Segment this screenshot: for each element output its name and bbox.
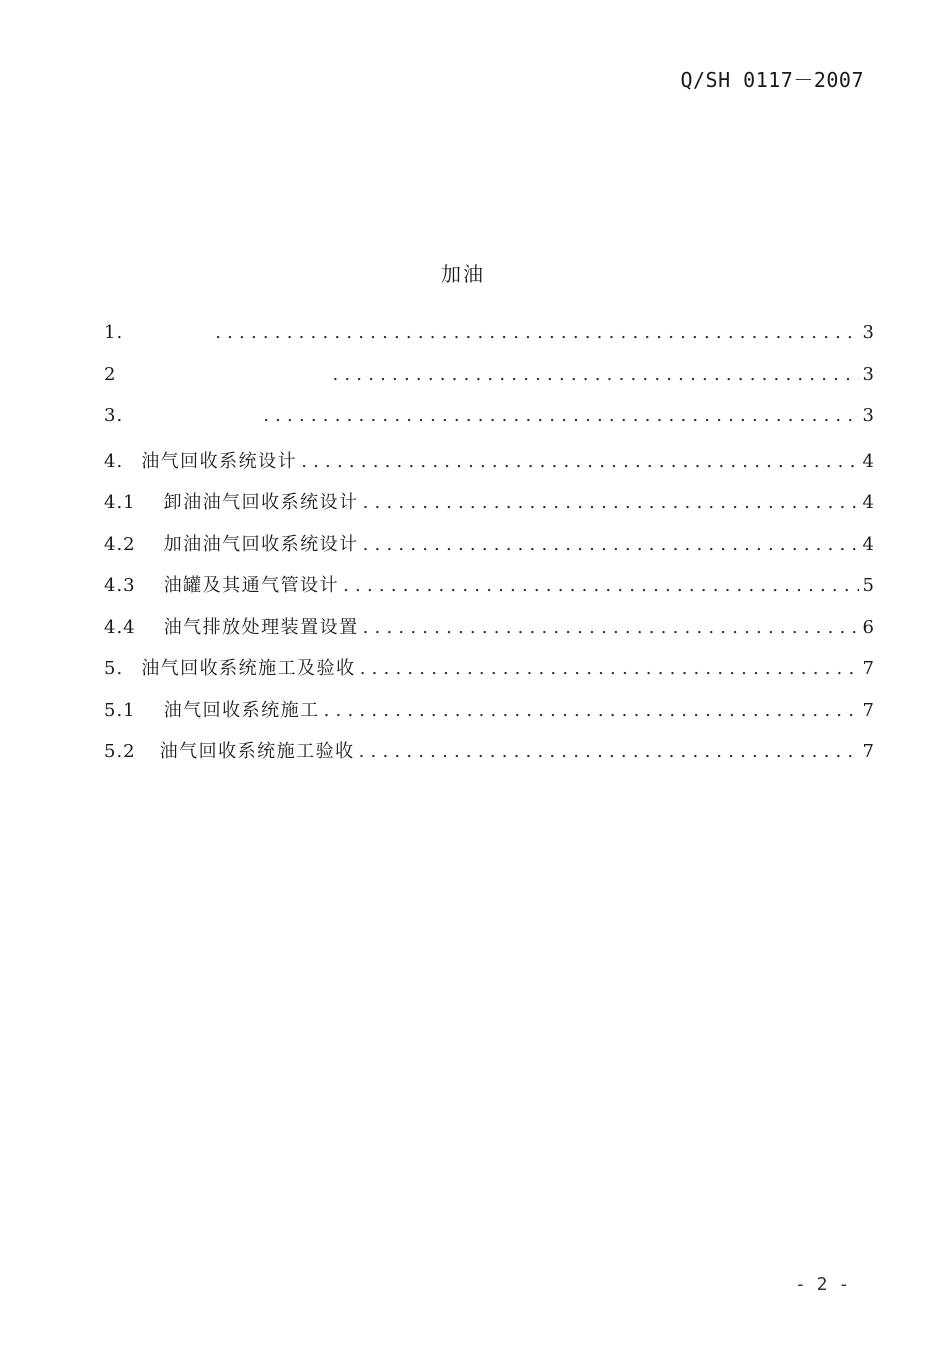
- toc-entry-label: 卸油油气回收系统设计: [163, 492, 359, 513]
- toc-dot-leader: [363, 534, 859, 555]
- toc-entry-4-4[interactable]: [104, 613, 874, 655]
- toc-entry-4-1[interactable]: [104, 488, 874, 530]
- toc-entry-page: 4: [862, 492, 874, 513]
- toc-dot-leader: [363, 492, 859, 513]
- toc-entry-page: 3: [862, 363, 874, 385]
- toc-entry-number: 4.4: [104, 616, 136, 638]
- toc-entry-number: 4.2: [104, 533, 136, 555]
- toc-entry-label: 油气回收系统施工及验收: [141, 658, 356, 679]
- toc-entry-page: 5: [862, 575, 874, 596]
- toc-entry-number: 1.: [104, 322, 124, 343]
- toc-entry-page: 4: [862, 450, 874, 472]
- toc-dot-leader: [263, 405, 858, 426]
- toc-entry-5-1[interactable]: [104, 696, 874, 738]
- toc-entry-page: 7: [862, 699, 874, 721]
- toc-entry-number: 5.2: [104, 741, 136, 762]
- toc-dot-leader: [363, 617, 859, 638]
- toc-entry-label: 油罐及其通气管设计: [163, 575, 340, 596]
- toc-entry-4-3[interactable]: [104, 571, 874, 613]
- toc-entry-page: 4: [862, 533, 874, 555]
- toc-entry-page: 6: [862, 616, 874, 638]
- toc-entry-2[interactable]: [104, 364, 874, 406]
- toc-dot-leader: [359, 741, 859, 762]
- toc-entry-5[interactable]: [104, 654, 874, 696]
- toc-entry-page: 3: [862, 405, 874, 426]
- toc-entry-label: 油气排放处理装置设置: [163, 616, 359, 638]
- toc-dot-leader: [324, 700, 859, 721]
- toc-entry-number: 4.1: [104, 492, 136, 513]
- toc-title: 加油: [441, 262, 485, 286]
- toc-entry-4-2[interactable]: [104, 530, 874, 572]
- toc-dot-leader: [301, 451, 858, 472]
- toc-entry-label: 油气回收系统设计: [141, 450, 298, 472]
- toc-entry-number: 4.: [104, 450, 124, 472]
- toc-dot-leader: [332, 364, 858, 385]
- toc-entry-page: 3: [862, 322, 874, 343]
- toc-entry-number: 2: [104, 363, 117, 385]
- toc-entry-3[interactable]: [104, 405, 874, 447]
- page-number: - 2 -: [795, 1274, 850, 1295]
- toc-entry-4[interactable]: [104, 447, 874, 489]
- table-of-contents: [104, 322, 874, 779]
- toc-entry-label: 油气回收系统施工验收: [159, 741, 355, 762]
- toc-entry-5-2[interactable]: [104, 737, 874, 779]
- toc-entry-1[interactable]: [104, 322, 874, 364]
- toc-dot-leader: [215, 322, 858, 343]
- toc-entry-number: 5.: [104, 658, 124, 679]
- toc-entry-page: 7: [862, 741, 874, 762]
- toc-entry-number: 5.1: [104, 699, 136, 721]
- document-code: Q/SH 0117－2007: [680, 68, 864, 92]
- toc-entry-label: 油气回收系统施工: [163, 699, 320, 721]
- toc-entry-label: 加油油气回收系统设计: [163, 533, 359, 555]
- toc-dot-leader: [360, 658, 859, 679]
- toc-entry-number: 3.: [104, 405, 124, 426]
- toc-entry-page: 7: [862, 658, 874, 679]
- toc-dot-leader: [343, 575, 858, 596]
- toc-entry-number: 4.3: [104, 575, 136, 596]
